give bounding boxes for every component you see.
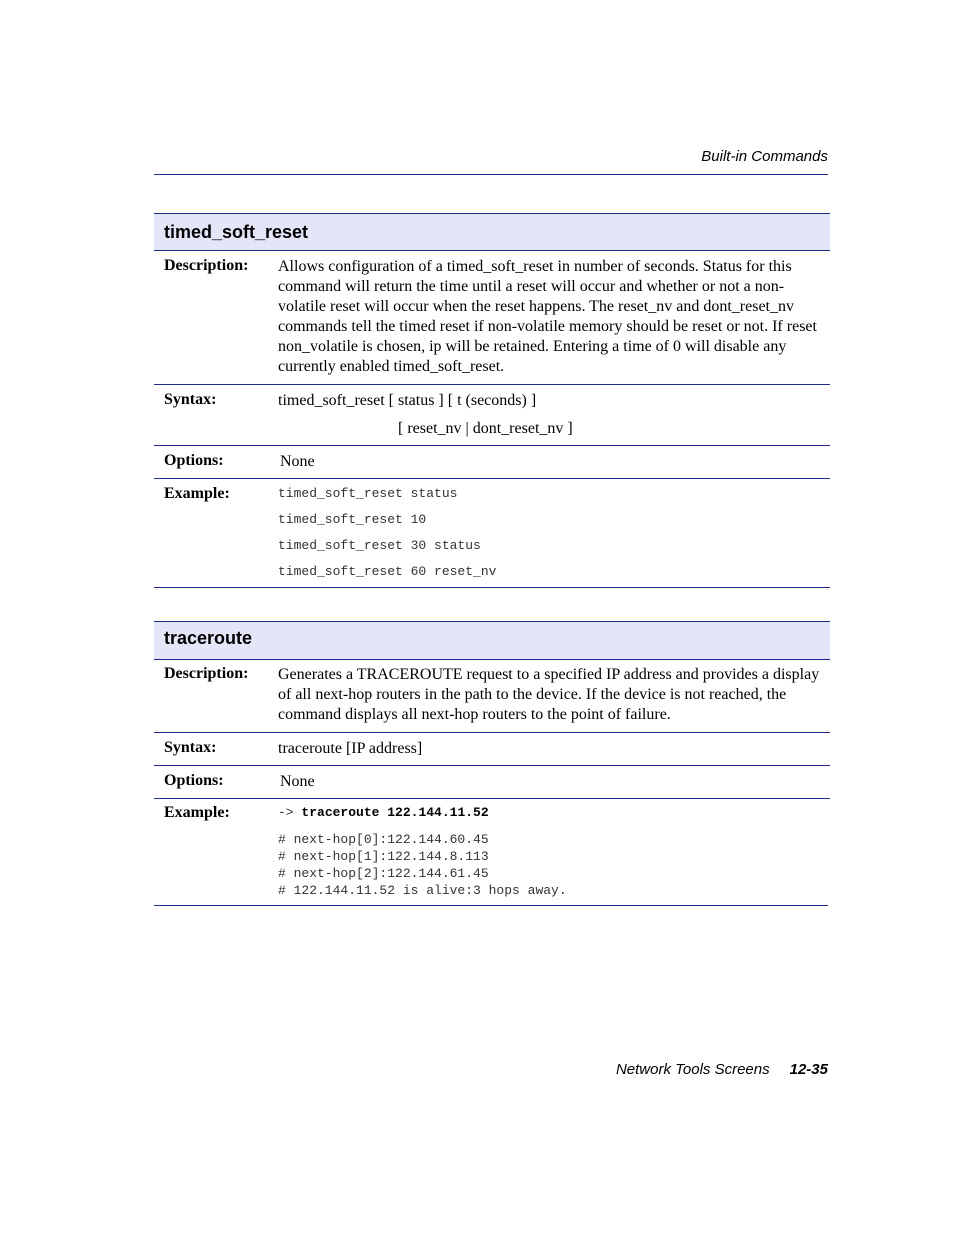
command-table-timed-soft-reset bbox=[154, 213, 830, 588]
page-number: 12-35 bbox=[789, 1061, 828, 1078]
example-line: timed_soft_reset 10 bbox=[278, 512, 427, 527]
output-line: # next-hop[0]:122.144.60.45 bbox=[278, 832, 489, 847]
example-line: timed_soft_reset 30 status bbox=[278, 538, 481, 553]
command-title: traceroute bbox=[154, 621, 830, 660]
example-label: Example: bbox=[164, 485, 230, 502]
options-label: Options: bbox=[164, 772, 224, 789]
options-text: None bbox=[280, 773, 315, 790]
description-row bbox=[154, 251, 830, 385]
options-text: None bbox=[280, 453, 315, 470]
output-line: # next-hop[1]:122.144.8.113 bbox=[278, 849, 489, 864]
command-title: timed_soft_reset bbox=[154, 213, 830, 251]
description-text: Generates a TRACEROUTE request to a specified IP address and provides a display of all next-hop routers in the path to the device. If the device is not reached, the command displays all next-hop routers to the point of failure. bbox=[278, 666, 820, 723]
syntax-label: Syntax: bbox=[164, 391, 217, 408]
description-label: Description: bbox=[164, 257, 249, 274]
footer-section: Network Tools Screens bbox=[615, 1061, 770, 1078]
syntax-label: Syntax: bbox=[164, 739, 217, 756]
description-row bbox=[154, 660, 830, 733]
example-command-line bbox=[278, 804, 818, 821]
description-label: Description: bbox=[164, 665, 249, 682]
description-text: Allows configuration of a timed_soft_reset in number of seconds. Status for this command will return the time until a reset will occur and whether or not a non-volatile reset will occur when the reset happens. The reset_nv and dont_reset_nv commands tell the timed reset if non-volatile memory should be reset or not. If reset non_volatile is chosen, ip will be retained. Entering a time of 0 will disable any currently enabled timed_soft_reset. bbox=[278, 258, 817, 375]
options-row bbox=[154, 446, 830, 479]
syntax-row bbox=[154, 385, 830, 446]
running-header: Built-in Commands bbox=[701, 148, 828, 165]
header-rule bbox=[154, 174, 828, 175]
prompt: -> bbox=[278, 805, 294, 820]
options-label: Options: bbox=[164, 452, 224, 469]
options-row bbox=[154, 766, 830, 799]
output-line: # 122.144.11.52 is alive:3 hops away. bbox=[278, 883, 567, 898]
example-line: timed_soft_reset 60 reset_nv bbox=[278, 564, 497, 579]
example-row bbox=[154, 479, 830, 588]
syntax-line: [ reset_nv | dont_reset_nv ] bbox=[398, 420, 573, 437]
example-label: Example: bbox=[164, 804, 230, 821]
command-table-traceroute bbox=[154, 621, 830, 906]
syntax-text: traceroute [IP address] bbox=[278, 740, 423, 757]
example-row bbox=[154, 799, 828, 906]
page-footer bbox=[154, 1061, 828, 1078]
syntax-row bbox=[154, 733, 830, 766]
syntax-line: timed_soft_reset [ status ] [ t (seconds) ] bbox=[278, 392, 537, 409]
example-line: timed_soft_reset status bbox=[278, 486, 458, 501]
output-line: # next-hop[2]:122.144.61.45 bbox=[278, 866, 489, 881]
example-command: traceroute 122.144.11.52 bbox=[301, 805, 489, 820]
